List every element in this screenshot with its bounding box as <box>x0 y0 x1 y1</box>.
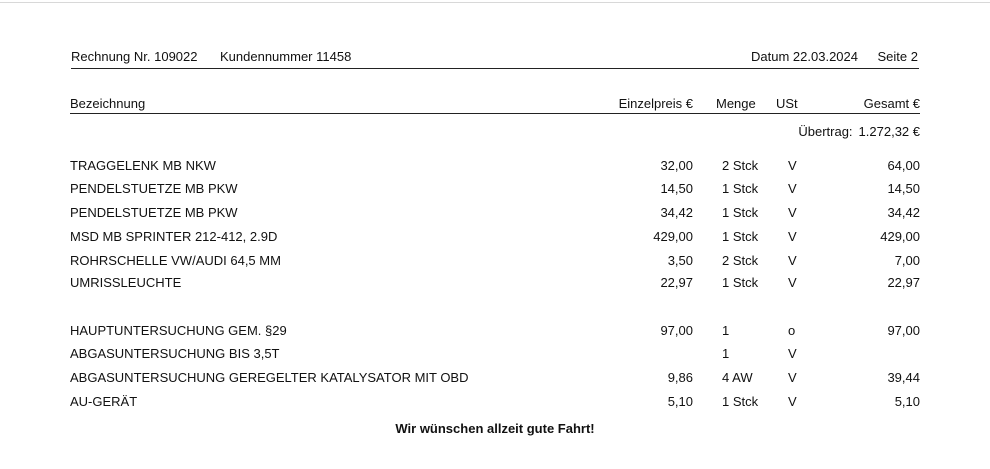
table-row <box>70 394 920 412</box>
item-total: 14,50 <box>887 181 920 196</box>
item-quantity: 1 <box>722 346 730 361</box>
item-vat: V <box>788 275 797 290</box>
item-vat: V <box>788 394 797 409</box>
invoice-number: Rechnung Nr. 109022 <box>71 49 198 64</box>
column-header-total: Gesamt € <box>863 96 920 111</box>
item-description: UMRISSLEUCHTE <box>70 275 182 290</box>
carryover-value: 1.272,32 € <box>858 124 920 139</box>
item-quantity: 1 Stck <box>722 394 759 409</box>
item-total: 97,00 <box>887 323 920 338</box>
item-quantity: 1 Stck <box>722 275 759 290</box>
table-row <box>70 229 920 247</box>
column-header-unit-price: Einzelpreis € <box>618 96 693 111</box>
column-header-quantity: Menge <box>716 96 756 111</box>
item-quantity: 4 AW <box>722 370 753 385</box>
item-description: AU-GERÄT <box>70 394 138 409</box>
item-unit-price: 3,50 <box>667 253 693 268</box>
table-header <box>70 95 920 114</box>
carryover-label: Übertrag: <box>798 124 853 139</box>
item-quantity: 1 <box>722 323 730 338</box>
item-total: 22,97 <box>887 275 920 290</box>
table-row <box>70 181 920 199</box>
item-total: 39,44 <box>887 370 920 385</box>
item-unit-price: 97,00 <box>660 323 693 338</box>
item-vat: V <box>788 181 797 196</box>
table-row <box>70 205 920 223</box>
item-quantity: 2 Stck <box>722 253 759 268</box>
item-description: PENDELSTUETZE MB PKW <box>70 181 238 196</box>
item-quantity: 1 Stck <box>722 181 759 196</box>
item-unit-price: 14,50 <box>660 181 693 196</box>
item-description: ABGASUNTERSUCHUNG GEREGELTER KATALYSATOR MIT OBD <box>70 370 469 385</box>
table-row <box>70 346 920 364</box>
page-number: Seite 2 <box>877 49 918 64</box>
window-top-border <box>0 2 990 3</box>
item-total: 64,00 <box>887 158 920 173</box>
item-total: 5,10 <box>894 394 920 409</box>
customer-number: Kundennummer 11458 <box>220 49 352 64</box>
item-description: MSD MB SPRINTER 212-412, 2.9D <box>70 229 278 244</box>
item-vat: V <box>788 205 797 220</box>
carryover <box>798 124 920 139</box>
item-vat: V <box>788 229 797 244</box>
item-vat: o <box>788 323 796 338</box>
table-row <box>70 253 920 271</box>
item-vat: V <box>788 253 797 268</box>
item-unit-price: 5,10 <box>667 394 693 409</box>
table-row <box>70 323 920 341</box>
item-total: 429,00 <box>880 229 920 244</box>
item-description: ROHRSCHELLE VW/AUDI 64,5 MM <box>70 253 281 268</box>
item-unit-price: 9,86 <box>667 370 693 385</box>
item-vat: V <box>788 370 797 385</box>
item-unit-price: 34,42 <box>660 205 693 220</box>
item-total: 34,42 <box>887 205 920 220</box>
table-row <box>70 370 920 388</box>
item-vat: V <box>788 158 797 173</box>
item-description: PENDELSTUETZE MB PKW <box>70 205 238 220</box>
item-quantity: 1 Stck <box>722 205 759 220</box>
closing-message: Wir wünschen allzeit gute Fahrt! <box>395 421 595 436</box>
item-description: TRAGGELENK MB NKW <box>70 158 216 173</box>
item-quantity: 2 Stck <box>722 158 759 173</box>
table-row <box>70 158 920 176</box>
column-header-vat: USt <box>776 96 798 111</box>
item-description: ABGASUNTERSUCHUNG BIS 3,5T <box>70 346 280 361</box>
item-unit-price: 429,00 <box>653 229 693 244</box>
invoice-header <box>71 47 919 69</box>
invoice-date: Datum 22.03.2024 <box>751 49 858 64</box>
item-vat: V <box>788 346 797 361</box>
table-row <box>70 275 920 293</box>
column-header-description: Bezeichnung <box>70 96 146 111</box>
item-unit-price: 32,00 <box>660 158 693 173</box>
item-total: 7,00 <box>894 253 920 268</box>
item-description: HAUPTUNTERSUCHUNG GEM. §29 <box>70 323 287 338</box>
item-quantity: 1 Stck <box>722 229 759 244</box>
item-unit-price: 22,97 <box>660 275 693 290</box>
